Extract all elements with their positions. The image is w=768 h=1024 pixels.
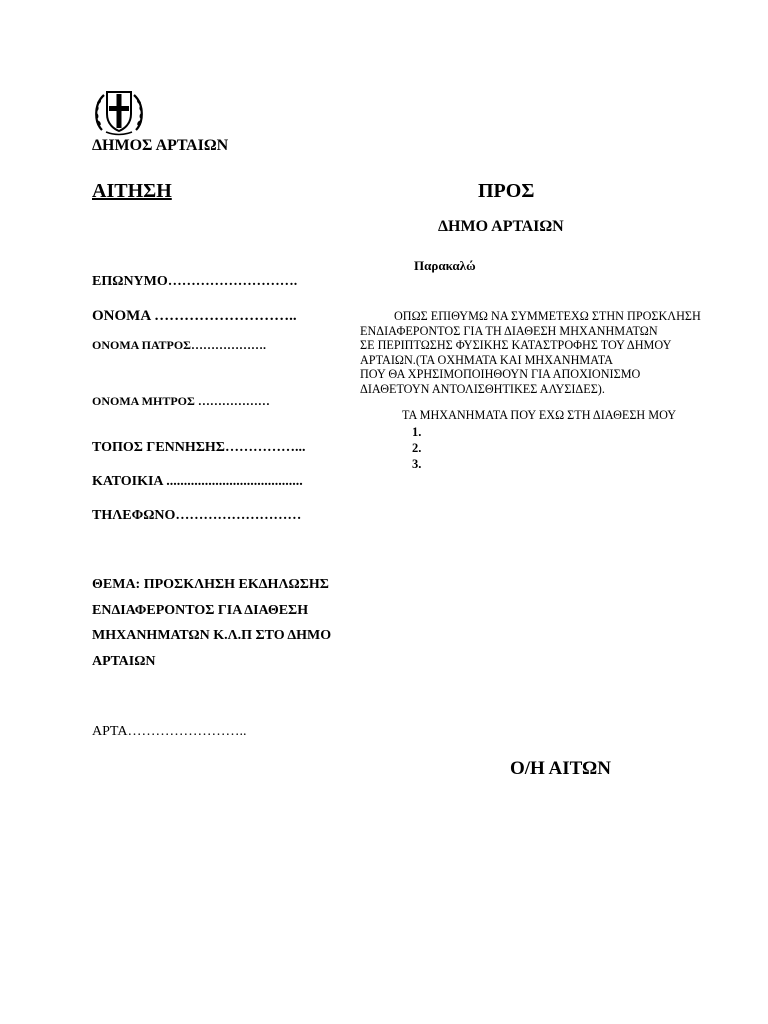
subject-line: ΜΗΧΑΝΗΜΑΤΩΝ Κ.Λ.Π ΣΤΟ ΔΗΜΟ xyxy=(92,628,332,643)
birthplace-field[interactable]: ΤΟΠΟΣ ΓΕΝΝΗΣΗΣ……………... xyxy=(92,440,306,455)
residence-field[interactable]: ΚΑΤΟΙΚΙΑ ....................................... xyxy=(92,474,303,489)
body-line: ΔΙΑΘΕΤΟΥΝ ΑΝΤΟΛΙΣΘΗΤΙΚΕΣ ΑΛΥΣΙΔΕΣ). xyxy=(360,381,605,396)
recipient-name: ΔΗΜΟ ΑΡΤΑΙΩΝ xyxy=(438,218,564,235)
body-line: ΕΝΔΙΑΦΕΡΟΝΤΟΣ ΓΙΑ ΤΗ ΔΙΑΘΕΣΗ ΜΗΧΑΝΗΜΑΤΩΝ xyxy=(360,323,658,338)
machine-item[interactable]: 2. xyxy=(412,441,422,455)
subject-line: ΕΝΔΙΑΦΕΡΟΝΤΟΣ ΓΙΑ ΔΙΑΘΕΣΗ xyxy=(92,602,309,618)
greek-coat-of-arms-icon xyxy=(92,86,146,138)
municipality-name: ΔΗΜΟΣ ΑΡΤΑΙΩΝ xyxy=(92,137,229,154)
name-field[interactable]: ΟΝΟΜΑ ……………………….. xyxy=(92,308,297,324)
place-date-field[interactable]: ΑΡΤΑ…………………….. xyxy=(92,724,247,739)
subject-line: ΘΕΜΑ: ΠΡΟΣΚΛΗΣΗ ΕΚΔΗΛΩΣΗΣ xyxy=(92,577,329,592)
document-title: ΑΙΤΗΣΗ xyxy=(92,180,172,202)
machine-item[interactable]: 3. xyxy=(412,457,422,471)
phone-field[interactable]: ΤΗΛΕΦΩΝΟ……………………… xyxy=(92,508,302,523)
surname-field[interactable]: ΕΠΩΝΥΜΟ………………………. xyxy=(92,274,298,289)
request-phrase: Παρακαλώ xyxy=(414,258,476,273)
subject-line: ΑΡΤΑΙΩΝ xyxy=(92,653,156,669)
machines-heading: ΤΑ ΜΗΧΑΝΗΜΑΤΑ ΠΟΥ ΕΧΩ ΣΤΗ ΔΙΑΘΕΣΗ ΜΟΥ xyxy=(402,408,677,422)
body-line: ΟΠΩΣ ΕΠΙΘΥΜΩ ΝΑ ΣΥΜΜΕΤΕΧΩ ΣΤΗΝ ΠΡΟΣΚΛΗΣΗ xyxy=(394,309,701,323)
body-line: ΑΡΤΑΙΩΝ.(ΤΑ ΟΧΗΜΑΤΑ ΚΑΙ ΜΗΧΑΝΗΜΑΤΑ xyxy=(360,352,613,367)
father-name-field[interactable]: ΟΝΟΜΑ ΠΑΤΡΟΣ………………. xyxy=(92,338,267,352)
subject-block xyxy=(92,572,331,674)
body-line: ΠΟΥ ΘΑ ΧΡΗΣΙΜΟΠΟΙΗΘΟΥΝ ΓΙΑ ΑΠΟΧΙΟΝΙΣΜΟ xyxy=(360,367,641,381)
body-line: ΣΕ ΠΕΡΙΠΤΩΣΗΣ ΦΥΣΙΚΗΣ ΚΑΤΑΣΤΡΟΦΗΣ ΤΟΥ ΔΗΜΟΥ xyxy=(360,338,672,352)
mother-name-field[interactable]: ΟΝΟΜΑ ΜΗΤΡΟΣ ……………… xyxy=(92,394,270,408)
applicant-signature-label: Ο/Η ΑΙΤΩΝ xyxy=(510,758,611,779)
machines-list xyxy=(412,424,421,472)
request-body xyxy=(360,309,701,396)
to-label: ΠΡΟΣ xyxy=(478,180,535,202)
machine-item[interactable]: 1. xyxy=(412,425,422,439)
